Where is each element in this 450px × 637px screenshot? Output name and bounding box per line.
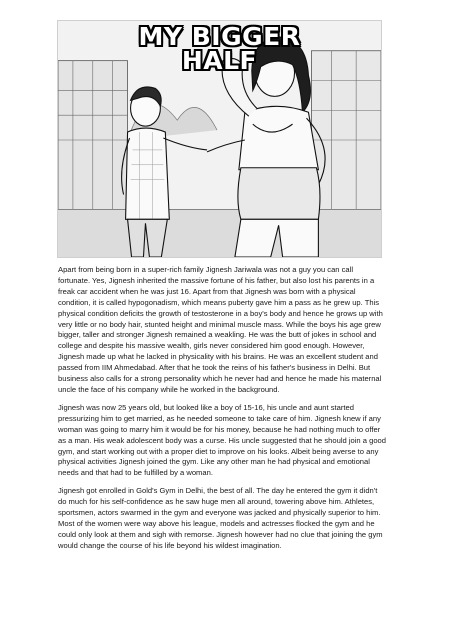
story-paragraph-1: Apart from being born in a super-rich family Jignesh Jariwala was not a guy you can call fortunate. Yes, Jignesh inherited the massive fortune of his father, but also lost his parents in a freak car accident when he was just 16. Apart from that Jignesh was born with a physical condition, it is called hypogonadism, which means puberty gave him a pass as he grew up. This physical condition deficits the growth of testosterone in a boy's body and hence he grows up with very little or no body hair, stunted height and minimal muscle mass. While the boys his age grew bigger, taller and stronger Jignesh remained a weakling. He was the butt of jokes in school and college and despite his massive wealth, girls never considered him good enough. However, Jignesh made up what he lacked in physicality with his brains. He was an excellent student and passed from IIM Ahmedabad. After that he took the reins of his father's business in Delhi. But business also calls for a strong personality which he never had and hence he made his maternal uncle the face of his company while he worked in the background. <box>58 265 383 394</box>
story-body <box>58 265 386 559</box>
story-paragraph-2: Jignesh was now 25 years old, but looked like a boy of 15-16, his uncle and aunt started pressurizing him to get married, as he needed someone to take care of him. Jignesh knew if any woman was going to marry him it would be for his money, because he had nothing much to offer as a man. His weak adolescent body was a curse. His uncle suggested that he should join a good gym, and start working out with a proper diet to improve on his looks. Albeit being averse to any physical activities Jignesh joined the gym. Like any other man he had physical and emotional needs and that had to be fulfilled by a woman. <box>58 402 386 478</box>
story-paragraph-3: Jignesh got enrolled in Gold's Gym in Delhi, the best of all. The day he entered the gym it didn't do much for his self-confidence as he saw huge men all around, towering above him. Athletes, sportsmen, actors swarmed in the gym and everyone was jacked and physically superior to him. Most of the women were way above his league, models and actresses flocked the gym and he could only look at them and sigh with remorse. Jignesh however had no clue that joining the gym would change the course of his life beyond his wildest imagination. <box>58 486 383 550</box>
cover-title <box>58 22 381 75</box>
cover-title-line2: HALF <box>181 46 258 75</box>
cover-illustration <box>57 20 382 258</box>
cover-title-line1: MY BIGGER <box>138 22 301 51</box>
